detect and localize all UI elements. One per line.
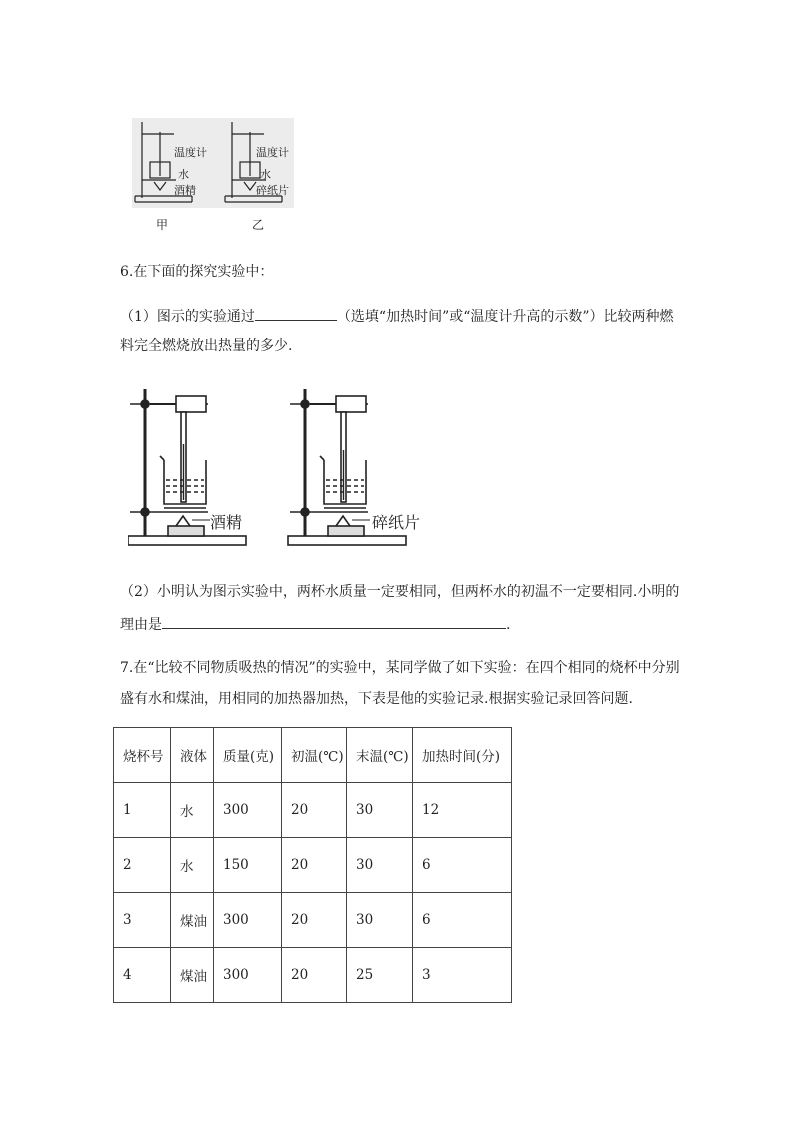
table-header-row — [114, 728, 512, 783]
table-cell: 300 — [214, 948, 282, 1003]
q7-line1: 7.在“比较不同物质吸热的情况”的实验中，某同学做了如下实验：在四个相同的烧杯中分别 — [120, 660, 680, 676]
q6-part2-line2 — [120, 614, 510, 635]
table-row — [114, 838, 512, 893]
small-right-thermometer-label: 温度计 — [256, 146, 289, 159]
table-cell: 30 — [347, 893, 413, 948]
q6-part1-prefix: （1）图示的实验通过 — [120, 309, 255, 325]
table-cell: 20 — [282, 948, 347, 1003]
small-left-water-label: 水 — [178, 168, 189, 181]
q6-part1-blank[interactable] — [255, 306, 337, 321]
q6-part1-options: （选填“加热时间”或“温度计升高的示数”）比较两种燃 — [336, 309, 674, 325]
small-figure-label-right: 乙 — [252, 218, 265, 232]
table-cell: 煤油 — [171, 893, 214, 948]
q6-part2-prefix: 理由是 — [120, 617, 162, 633]
small-left-thermometer-label: 温度计 — [174, 146, 207, 159]
q6-part1-line1 — [120, 306, 674, 327]
table-cell: 20 — [282, 893, 347, 948]
q6-part2-line1: （2）小明认为图示实验中，两杯水质量一定要相同，但两杯水的初温不一定要相同.小明的 — [120, 584, 680, 600]
table-cell: 1 — [114, 783, 171, 838]
table-cell: 6 — [413, 893, 512, 948]
table-cell: 4 — [114, 948, 171, 1003]
q6-fuel-right-label: 碎纸片 — [372, 513, 421, 532]
table-cell: 150 — [214, 838, 282, 893]
table-cell: 20 — [282, 783, 347, 838]
q6-part2-end: . — [506, 617, 511, 633]
table-row — [114, 893, 512, 948]
small-left-fuel-label: 酒精 — [174, 184, 196, 197]
table-header-cell: 烧杯号 — [114, 728, 171, 783]
table-cell: 20 — [282, 838, 347, 893]
table-cell: 30 — [347, 838, 413, 893]
table-cell: 水 — [171, 783, 214, 838]
table-cell: 2 — [114, 838, 171, 893]
table-header-cell: 液体 — [171, 728, 214, 783]
table-row — [114, 783, 512, 838]
small-figure-label-left: 甲 — [156, 218, 169, 232]
q6-fuel-left-label: 酒精 — [210, 513, 243, 532]
small-apparatus-figure — [132, 118, 294, 208]
table-cell: 25 — [347, 948, 413, 1003]
small-right-fuel-label: 碎纸片 — [256, 184, 289, 197]
q7-line2: 盛有水和煤油，用相同的加热器加热，下表是他的实验记录.根据实验记录回答问题. — [120, 691, 633, 707]
q6-title: 6.在下面的探究实验中： — [120, 264, 274, 280]
table-cell: 3 — [114, 893, 171, 948]
small-right-water-label: 水 — [260, 168, 271, 181]
table-row — [114, 948, 512, 1003]
table-cell: 300 — [214, 783, 282, 838]
table-cell: 3 — [413, 948, 512, 1003]
q6-part2-blank[interactable] — [162, 614, 506, 629]
table-header-cell: 加热时间(分) — [413, 728, 512, 783]
q7-record-table — [113, 727, 512, 1003]
table-cell: 300 — [214, 893, 282, 948]
table-cell: 煤油 — [171, 948, 214, 1003]
table-cell: 12 — [413, 783, 512, 838]
table-header-cell: 初温(℃) — [282, 728, 347, 783]
table-header-cell: 末温(℃) — [347, 728, 413, 783]
table-cell: 6 — [413, 838, 512, 893]
table-cell: 水 — [171, 838, 214, 893]
table-header-cell: 质量(克) — [214, 728, 282, 783]
q6-part1-line2: 料完全燃烧放出热量的多少. — [120, 338, 293, 354]
table-cell: 30 — [347, 783, 413, 838]
